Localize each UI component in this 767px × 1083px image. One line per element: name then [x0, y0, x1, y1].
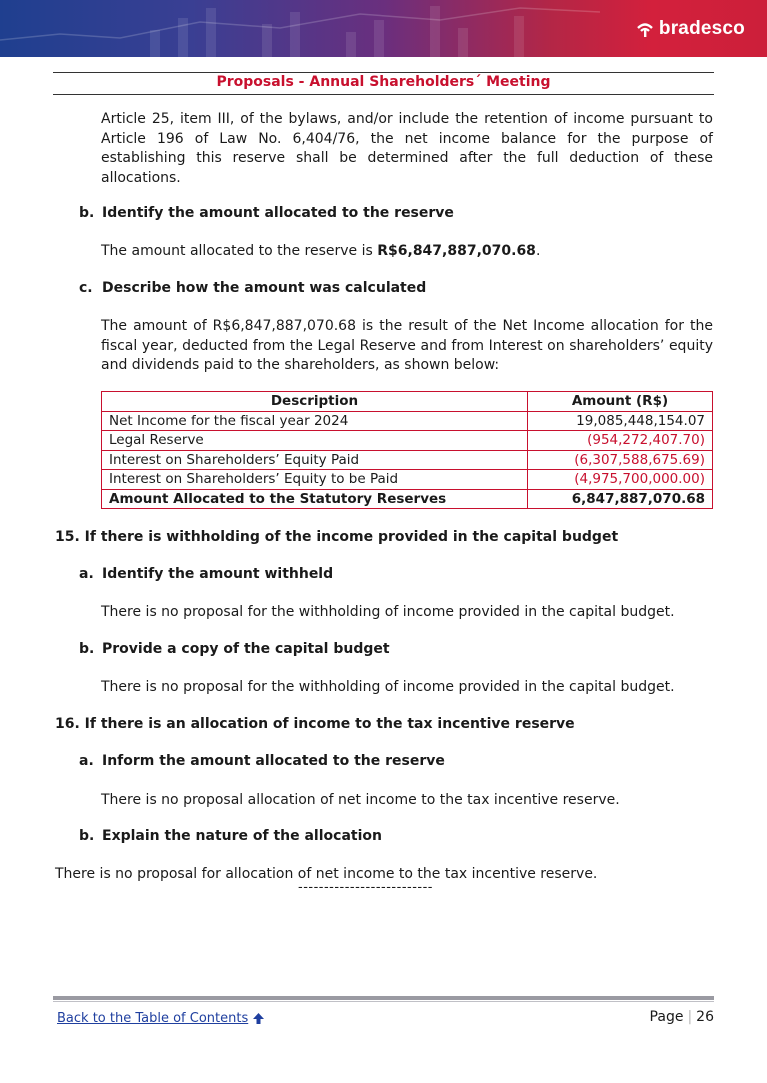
table-row [102, 411, 713, 431]
item-label: a. [79, 566, 94, 582]
heading-15b [79, 641, 390, 657]
table-row [102, 450, 713, 470]
row-amount: 19,085,448,154.07 [528, 411, 713, 431]
heading-16b [79, 828, 382, 844]
bradesco-logo [635, 18, 745, 40]
column-header-amount: Amount (R$) [528, 392, 713, 412]
item-label: b. [79, 641, 95, 657]
table-row [102, 470, 713, 490]
item-label: a. [79, 753, 94, 769]
row-amount: (4,975,700,000.00) [528, 470, 713, 490]
row-amount: (6,307,588,675.69) [528, 450, 713, 470]
heading-text: Identify the amount withheld [102, 566, 334, 582]
section-15a-text: There is no proposal for the withholding of income provided in the capital budget. [101, 604, 675, 620]
intro-paragraph: Article 25, item III, of the bylaws, and/or include the retention of income pursuant to Article 196 of Law No. 6,404/76, the net income balance for the purpose of establishing this reserve shall be determined after the full deduction of these allocations. [101, 111, 713, 186]
arrow-up-icon [252, 1012, 265, 1025]
heading-text: Explain the nature of the allocation [102, 828, 382, 844]
allocation-table [101, 391, 713, 509]
heading-c-calculation [79, 280, 426, 296]
heading-16a [79, 753, 445, 769]
footer-rule [53, 996, 714, 1000]
row-description: Interest on Shareholders’ Equity Paid [102, 450, 528, 470]
table-row [102, 431, 713, 451]
row-amount: (954,272,407.70) [528, 431, 713, 451]
brand-name: bradesco [658, 18, 745, 39]
row-description: Legal Reserve [102, 431, 528, 451]
end-divider: -------------------------- [298, 880, 433, 895]
heading-text: Describe how the amount was calculated [102, 280, 427, 296]
item-label: b. [79, 205, 95, 221]
section-16-heading: 16. If there is an allocation of income to the tax incentive reserve [55, 716, 575, 732]
column-header-description: Description [102, 392, 528, 412]
section-16b-text: There is no proposal for allocation of net income to the tax incentive reserve. [55, 866, 598, 882]
total-description: Amount Allocated to the Statutory Reserves [102, 489, 528, 509]
reserve-text-prefix: The amount allocated to the reserve is [101, 243, 378, 259]
section-15-heading: 15. If there is withholding of the income provided in the capital budget [55, 529, 619, 545]
table-header-row [102, 392, 713, 412]
reserve-text-suffix: . [535, 243, 541, 259]
page-label: Page [649, 1009, 684, 1025]
heading-text: Inform the amount allocated to the reserve [102, 753, 445, 769]
page-title: Proposals - Annual Shareholders´ Meeting [216, 74, 551, 90]
reserve-amount-paragraph [101, 242, 713, 262]
page-number-value: 26 [696, 1009, 714, 1025]
reserve-amount: R$6,847,887,070.68 [377, 243, 536, 259]
calculation-paragraph: The amount of R$6,847,887,070.68 is the result of the Net Income allocation for the fiscal year, deducted from the Legal Reserve and from Interest on shareholders’ equity and dividends paid to the shareholders, as shown below: [101, 318, 713, 373]
table-total-row [102, 489, 713, 509]
row-description: Interest on Shareholders’ Equity to be Paid [102, 470, 528, 490]
item-label: c. [79, 280, 93, 296]
bradesco-tree-icon [635, 20, 655, 38]
page-separator: | [687, 1009, 693, 1025]
toc-link-label: Back to the Table of Contents [57, 1011, 249, 1026]
heading-b-reserve-amount [79, 205, 454, 221]
back-to-toc-link[interactable] [57, 1011, 265, 1026]
row-description: Net Income for the fiscal year 2024 [102, 411, 528, 431]
footer-rule-thin [53, 1001, 714, 1002]
item-label: b. [79, 828, 95, 844]
header-banner [0, 0, 767, 57]
total-amount: 6,847,887,070.68 [528, 489, 713, 509]
heading-15a [79, 566, 333, 582]
section-16a-text: There is no proposal allocation of net income to the tax incentive reserve. [101, 792, 620, 808]
header-rule-bottom [53, 94, 714, 95]
section-15b-text: There is no proposal for the withholding of income provided in the capital budget. [101, 679, 675, 695]
heading-text: Identify the amount allocated to the reserve [102, 205, 454, 221]
header-rule-top [53, 72, 714, 73]
page-number [650, 1009, 714, 1025]
heading-text: Provide a copy of the capital budget [102, 641, 390, 657]
